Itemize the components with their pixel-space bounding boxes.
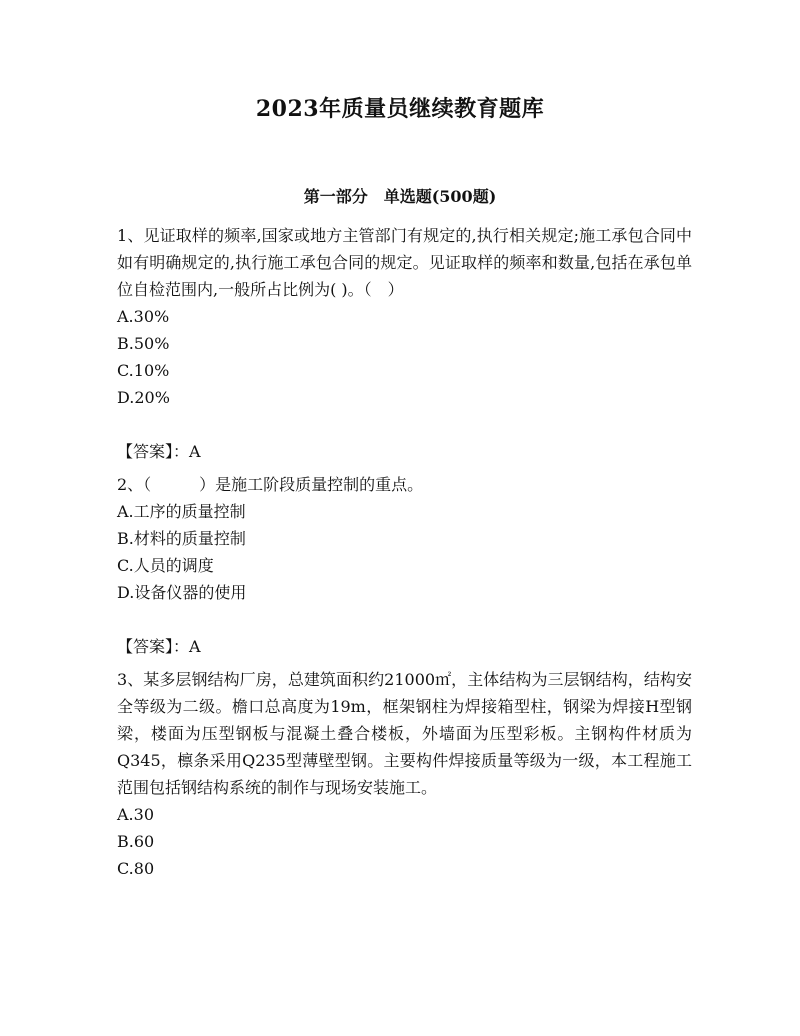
question-text: 3、某多层钢结构厂房，总建筑面积约21000㎡，主体结构为三层钢结构，结构安全等级为二级。檐口总高度为19m，框架钢柱为焊接箱型柱，钢梁为焊接H型钢梁，楼面为压型钢板与混凝土叠合楼板，外墙面为压型彩板。主钢构件材质为Q345，檩条采用Q235型薄壁型钢。主要构件焊接质量等级为一级，本工程施工范围包括钢结构系统的制作与现场安装施工。 — [117, 670, 692, 797]
question-option: B.材料的质量控制 — [117, 529, 246, 548]
question-option: A.30% — [117, 307, 170, 326]
question-option: D.20% — [117, 388, 170, 407]
question-option: C.10% — [117, 361, 170, 380]
question-option: D.设备仪器的使用 — [117, 583, 247, 602]
section-title: 第一部分 单选题(500题) — [303, 187, 497, 206]
question-option: C.人员的调度 — [117, 556, 214, 575]
answer-line: 【答案】：A — [117, 637, 201, 656]
document-title: 2023年质量员继续教育题库 — [255, 96, 545, 122]
question-list — [117, 222, 692, 882]
question-option: A.工序的质量控制 — [117, 502, 246, 521]
question-option: A.30 — [117, 805, 154, 824]
answer-line: 【答案】：A — [117, 442, 201, 461]
question-text: 2、（ ）是施工阶段质量控制的重点。 — [117, 475, 424, 494]
question-option: C.80 — [117, 859, 155, 878]
question-option: B.60 — [117, 832, 155, 851]
question-option: B.50% — [117, 334, 170, 353]
question-text: 1、见证取样的频率,国家或地方主管部门有规定的,执行相关规定;施工承包合同中如有明确规定的,执行施工承包合同的规定。见证取样的频率和数量,包括在承包单位自检范围内,一般所占比例为( )。（ ） — [117, 226, 692, 299]
